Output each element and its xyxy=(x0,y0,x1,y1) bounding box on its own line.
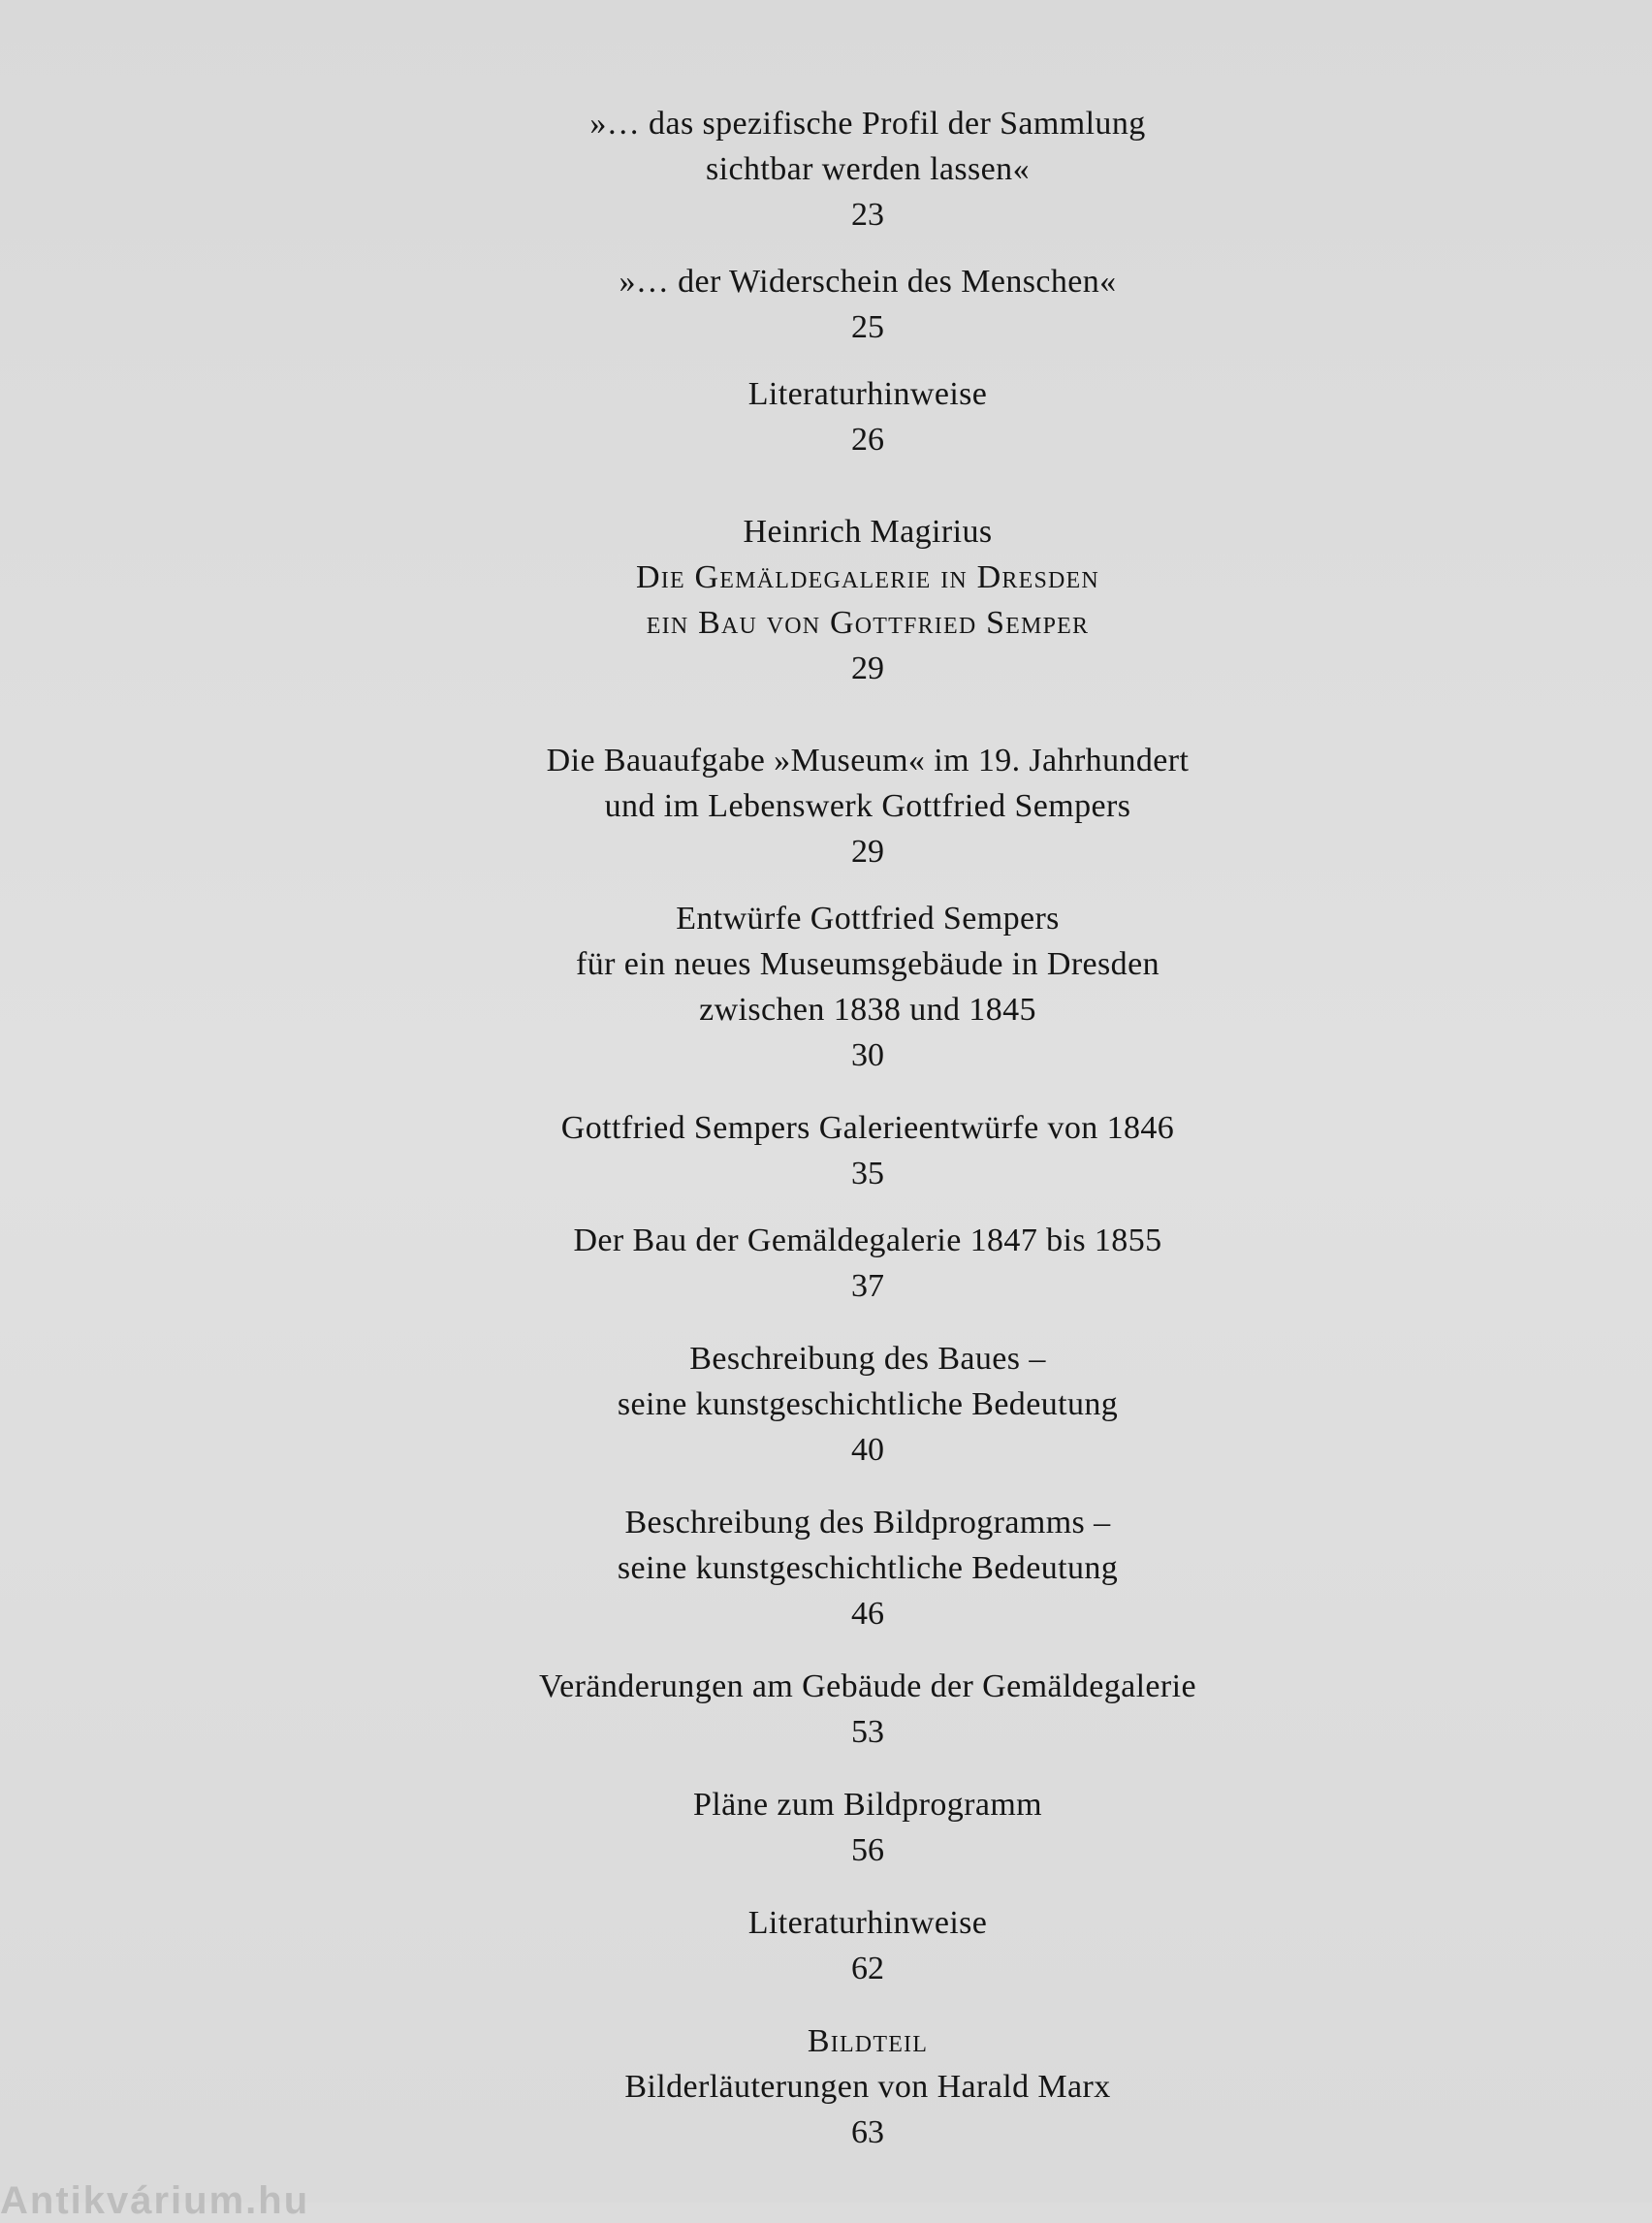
toc-entry-title: Pläne zum Bildprogramm xyxy=(692,1787,1043,1823)
toc-page-number: 29 xyxy=(851,834,884,870)
toc-page-number: 63 xyxy=(851,2114,884,2150)
toc-entry-title: »… der Widerschein des Menschen« xyxy=(619,264,1117,300)
toc-page-number: 53 xyxy=(851,1714,884,1750)
toc-entry xyxy=(330,1782,1406,1873)
toc-page-number: 62 xyxy=(851,1951,884,1986)
toc-entry-title: Gottfried Sempers Galerieentwürfe von 1846 xyxy=(560,1110,1175,1146)
toc-entry-title: und im Lebenswerk Gottfried Sempers xyxy=(604,788,1131,824)
toc-page-number: 29 xyxy=(851,651,884,686)
toc-entry-title: Der Bau der Gemäldegalerie 1847 bis 1855 xyxy=(573,1223,1162,1258)
toc-entry xyxy=(330,1336,1406,1473)
toc-page-number: 25 xyxy=(851,309,884,345)
toc-entry xyxy=(330,1664,1406,1755)
toc-entry xyxy=(330,1900,1406,1991)
toc-entry-title: für ein neues Museumsgebäude in Dresden xyxy=(576,946,1160,982)
toc-entry xyxy=(330,896,1406,1078)
toc-chapter xyxy=(330,509,1406,691)
toc-page-number: 37 xyxy=(851,1268,884,1304)
toc-entry-title: sichtbar werden lassen« xyxy=(706,151,1030,187)
toc-entry xyxy=(330,259,1406,350)
toc-page-number: 56 xyxy=(851,1832,884,1868)
toc-page-number: 46 xyxy=(851,1596,884,1632)
toc-entry-title: Veränderungen am Gebäude der Gemäldegalerie xyxy=(539,1668,1196,1704)
table-of-contents xyxy=(330,101,1406,2155)
toc-entry-title: seine kunstgeschichtliche Bedeutung xyxy=(617,1386,1119,1422)
toc-entry-title: seine kunstgeschichtliche Bedeutung xyxy=(617,1550,1119,1586)
toc-entry-title: Literaturhinweise xyxy=(747,376,988,412)
toc-entry xyxy=(330,101,1406,238)
toc-page-number: 26 xyxy=(851,422,884,458)
toc-entry-title: Entwürfe Gottfried Sempers xyxy=(676,901,1060,937)
toc-entry xyxy=(330,1500,1406,1636)
toc-entry xyxy=(330,1218,1406,1309)
toc-entry xyxy=(330,738,1406,874)
toc-entry-title: zwischen 1838 und 1845 xyxy=(699,992,1036,1028)
chapter-author: Heinrich Magirius xyxy=(743,514,993,550)
chapter-title: ein Bau von Gottfried Semper xyxy=(646,605,1090,641)
toc-page-number: 23 xyxy=(851,197,884,233)
toc-entry xyxy=(330,371,1406,462)
toc-page-number: 30 xyxy=(851,1037,884,1073)
toc-entry-title: »… das spezifische Profil der Sammlung xyxy=(589,106,1146,142)
toc-entry xyxy=(330,1105,1406,1196)
toc-entry-title: Literaturhinweise xyxy=(747,1905,988,1941)
toc-page-number: 35 xyxy=(851,1156,884,1191)
toc-entry-title: Beschreibung des Baues – xyxy=(689,1341,1046,1377)
section-heading: Bildteil xyxy=(807,2023,929,2059)
toc-page-number: 40 xyxy=(851,1432,884,1468)
toc-entry-title: Die Bauaufgabe »Museum« im 19. Jahrhundert xyxy=(546,743,1190,778)
toc-entry-title: Beschreibung des Bildprogramms – xyxy=(624,1505,1111,1540)
chapter-title: Die Gemäldegalerie in Dresden xyxy=(636,559,1099,595)
toc-section xyxy=(330,2018,1406,2155)
toc-entry-title: Bilderläuterungen von Harald Marx xyxy=(624,2069,1111,2105)
watermark-text: Antikvárium.hu xyxy=(0,2179,310,2222)
